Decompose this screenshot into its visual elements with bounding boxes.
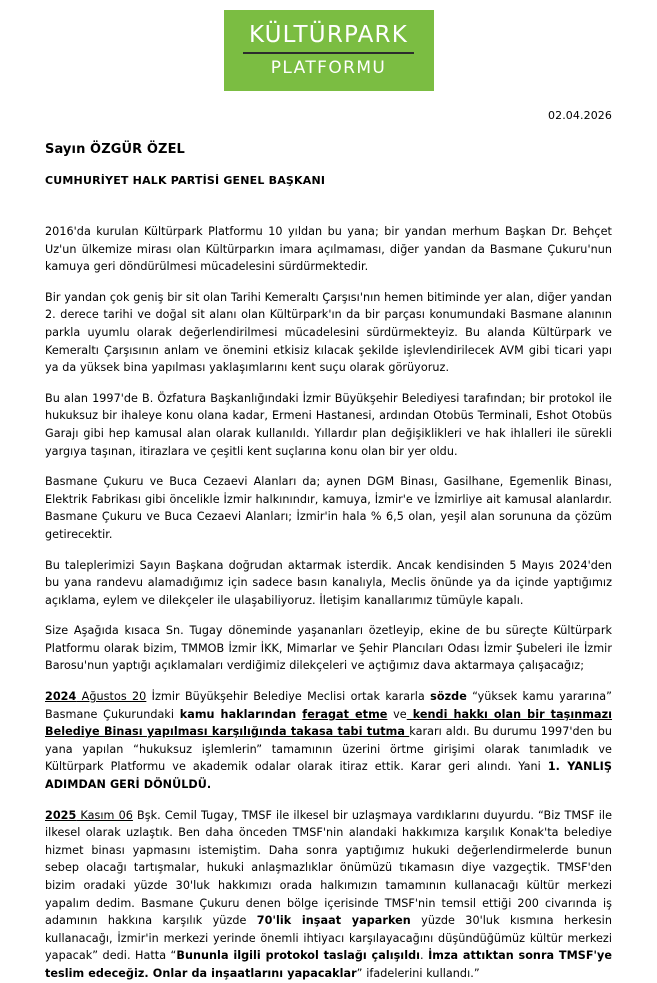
- entry-2024-date: Ağustos 20: [76, 690, 147, 704]
- letter-body: [45, 223, 612, 983]
- paragraph-1: 2016'da kurulan Kültürpark Platformu 10 yıldan bu yana; bir yandan merhum Başkan Dr. Behçet Uz'un ülkemize mirası olan Kültürparkın imara açılmaması, diğer yandan da Basmane Çukuru'nun kamuya geri döndürülmesi mücadelesini sürdürmektedir.: [45, 225, 612, 274]
- entry-2024-text-2: “yüksek kamu yararına” Basmane Çukurundaki: [45, 690, 612, 721]
- entry-2024-text-3: ve: [387, 707, 407, 721]
- entry-2024-text-4: kararı aldı. Bu durumu 1997'den bu yana yapılan “hukuksuz işlemlerin” tamamının üzerini örtme girişimi olarak tanımladık ve Kültürpark Platformu ve akademik odalar olarak itiraz ettik. Karar geri alındı. Yani: [45, 725, 612, 774]
- logo-title-line: KÜLTÜRPARK: [243, 24, 414, 54]
- addressee-title: CUMHURİYET HALK PARTİSİ GENEL BAŞKANI: [45, 174, 326, 187]
- document-content: [0, 109, 657, 983]
- addressee-name: Sayın ÖZGÜR ÖZEL: [45, 142, 185, 157]
- entry-2024-bold-2: kamu haklarından: [179, 707, 303, 721]
- entry-2025-date: Kasım 06: [76, 808, 133, 822]
- entry-2024-bold-3: 1. YANLIŞ ADIMDAN GERİ DÖNÜLDÜ.: [45, 760, 612, 792]
- entry-2025-bold-1: 70'lik inşaat yaparken: [256, 914, 411, 928]
- kulturpark-platformu-logo: [224, 10, 434, 91]
- entry-2025-text-4: ” ifadelerini kullandı.”: [356, 966, 480, 980]
- entry-2024-year: 2024: [45, 690, 77, 704]
- entry-2024-boldunderline-1: feragat etme: [302, 707, 388, 721]
- paragraph-4: Basmane Çukuru ve Buca Cezaevi Alanları da; aynen DGM Binası, Gasilhane, Egemenlik Binası, Elektrik Fabrikası gibi öncelikle İzmir halkınındır, kamuya, İzmir'e ve İzmirliye ait kamusal alanlardır. Basmane Çukuru ve Buca Cezaevi Alanları; İzmir'in hala % 6,5 olan, yeşil alan sorununa da çözüm getirecektir.: [45, 475, 612, 541]
- entry-2024-bold-1: sözde: [430, 690, 467, 704]
- timeline-entry-2025: [45, 807, 612, 983]
- entry-2025-bold-3: İmza attıktan sonra TMSF'ye teslim edeceğiz. Onlar da inşaatlarını yapacaklar: [45, 949, 613, 980]
- entry-2025-text-2: yüzde 30'luk kısmına herkesin kullanacağı, İzmir'in merkezi yerinde önemli ihtiyacı karşılayacağını düşündüğümüz kültür merkezi yapacak” dedi. Hatta “: [45, 914, 612, 963]
- entry-2025-text-3: .: [420, 949, 429, 963]
- entry-2024-text-1: İzmir Büyükşehir Belediye Meclisi ortak kararla: [146, 690, 431, 704]
- entry-2024-boldunderline-2: kendi hakkı olan bir taşınmazı Belediye Binası yapılması karşılığında takasa tabi tutma: [45, 707, 613, 739]
- paragraph-2: Bir yandan çok geniş bir sit olan Tarihi Kemeraltı Çarşısı'nın hemen bitiminde yer alan, diğer yandan 2. derece tarihi ve doğal sit alanı olan Kültürpark'ın da bir parçası konumundaki Basmane alanının parkla uyumlu olarak değerlendirilmesi mücadelesini sürdürmekteyiz. Bu alanda Kültürpark ve Kemeraltı Çarşısının anlam ve önemini etkisiz kılacak şekilde işlevlendirilecek AVM gibi ticari yapı ya da yüksek bina yapılması yaklaşımlarını kent suçu olarak görüyoruz.: [45, 290, 612, 375]
- entry-2025-text-1: Bşk. Cemil Tugay, TMSF ile ilkesel bir uzlaşmaya vardıklarını duyurdu. “Biz TMSF ile ilkesel olarak uzlaştık. Ben daha önceden TMSF'nin alandaki hakkımıza karşılık Konak'ta belediye hizmet binası yapmasını istemiştim. Daha sonra yaptığımız hukuki değerlendirmelerde bunun sebep olacağı tartışmalar, hukuki anlaşmazlıklar önümüzü tıkamasın diye vazgeçtik. TMSF'den bizim oradaki yüzde 30'luk hakkımızı orada halkımızın tamamının kullanacağı kültür merkezi yapalım dedim. Basmane Çukuru denen bölge içerisinde TMSF'nin temsil ettiği 200 civarında iş adamının hakkına karşılık yüzde: [45, 808, 613, 928]
- paragraph-5: Bu taleplerimizi Sayın Başkana doğrudan aktarmak isterdik. Ancak kendisinden 5 Mayıs 2024'den bu yana randevu alamadığımız için sadece basın kanalıyla, Meclis önünde ya da içinde yaptığımız açıklama, eylem ve dilekçeler ile ulaşabiliyoruz. İletişim kanallarımız tümüyle kapalı.: [45, 558, 612, 607]
- paragraph-6: Size Aşağıda kısaca Sn. Tugay döneminde yaşananları özetleyip, ekine de bu süreçte Kültürpark Platformu olarak bizim, TMMOB İzmir İKK, Mimarlar ve Şehir Plancıları Odası İzmir Şubeleri ile İzmir Barosu'nun yaptığı açıklamaları verdiğimiz dilekçeleri ve açtığımız dava aktarmaya çalışacağız;: [45, 624, 612, 673]
- letterhead: [0, 0, 657, 91]
- paragraph-3: Bu alan 1997'de B. Özfatura Başkanlığındaki İzmir Büyükşehir Belediyesi tarafından; bir protokol ile hukuksuz bir ihaleye konu olana kadar, Ermeni Hastanesi, ardından Otobüs Terminali, Eshot Otobüs Garajı gibi hep kamusal alan olarak kullanıldı. Yıllardır plan değişiklikleri ve hak ihlalleri ile sürekli yargıya taşınan, itirazlara ve çeşitli kent suçlarına konu olan bir yer oldu.: [45, 391, 612, 458]
- timeline-entry-2024: [45, 688, 612, 794]
- entry-2025-bold-2: Bununla ilgili protokol taslağı çalışıldı: [176, 949, 421, 963]
- entry-2025-year: 2025: [45, 808, 77, 822]
- document-date: 02.04.2026: [548, 109, 612, 122]
- logo-subtitle-line: PLATFORMU: [270, 58, 387, 78]
